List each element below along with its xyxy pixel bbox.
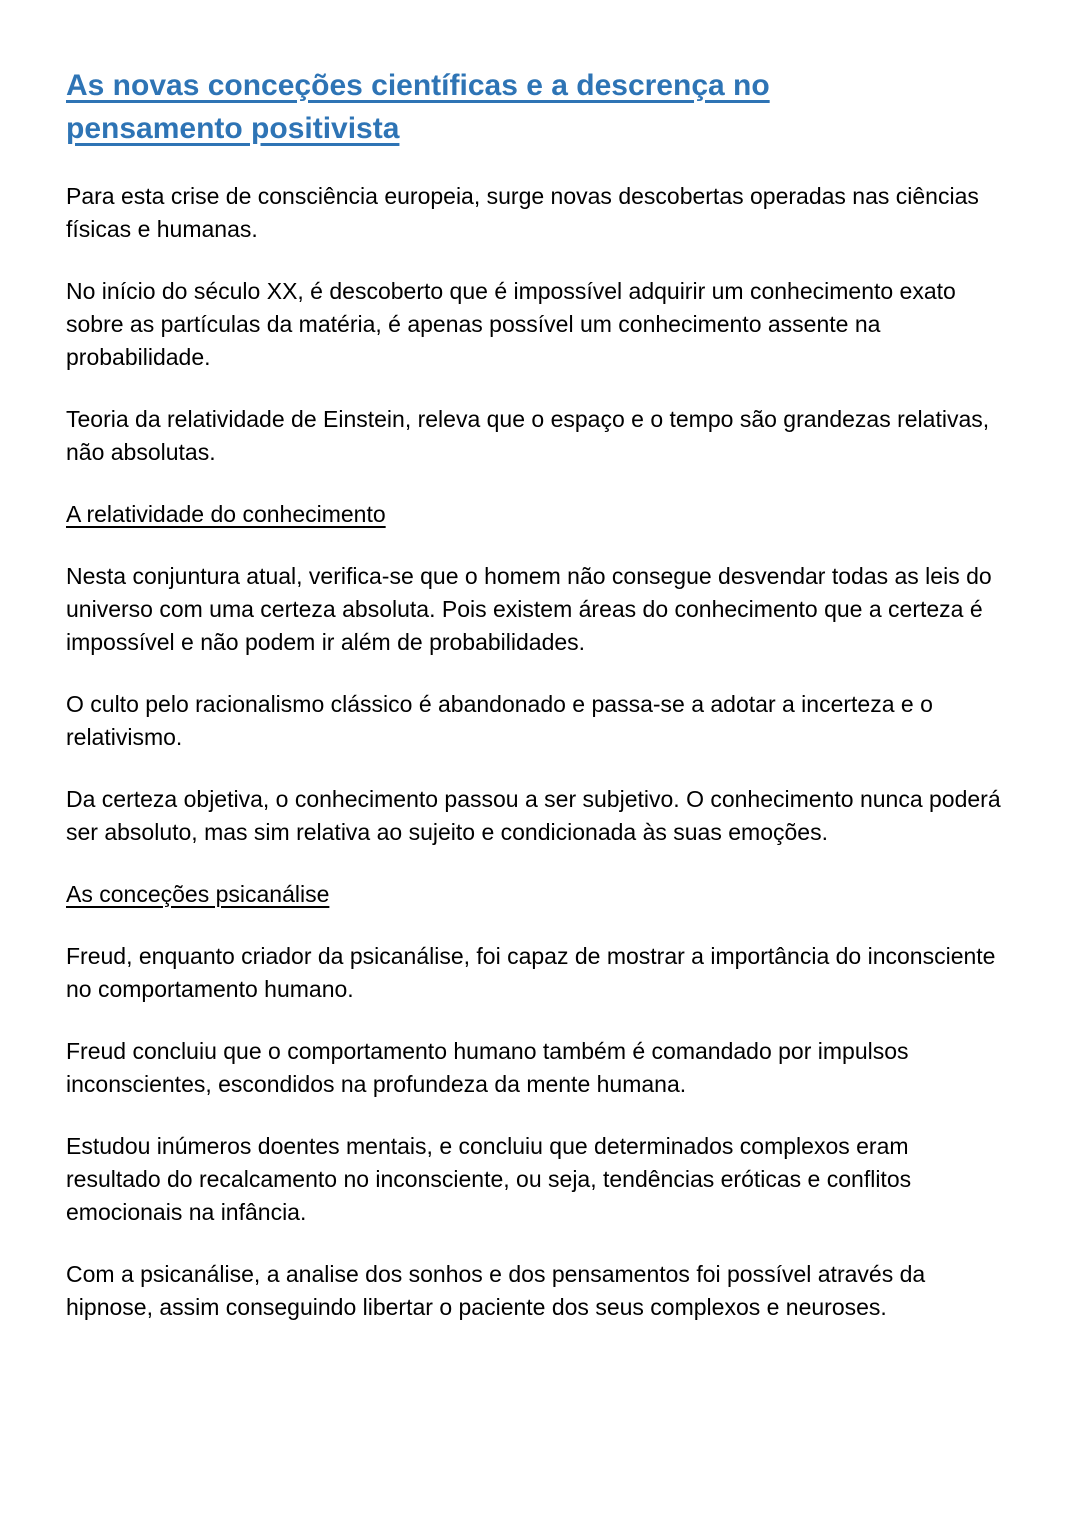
- paragraph-seculo-xx: No início do século XX, é descoberto que é impossível adquirir um conhecimento exato sobre as partículas da matéria, é apenas possível um conhecimento assente na probabilidade.: [66, 278, 956, 370]
- paragraph-analise-sonhos: Com a psicanálise, a analise dos sonhos e dos pensamentos foi possível através da hipnose, assim conseguindo libertar o paciente dos seus complexos e neuroses.: [66, 1261, 926, 1320]
- document-title: As novas conceções científicas e a descrença no pensamento positivista: [66, 69, 770, 145]
- paragraph-teoria-relatividade: Teoria da relatividade de Einstein, releva que o espaço e o tempo são grandezas relativas, não absolutas.: [66, 406, 990, 465]
- paragraph-crise-consciencia: Para esta crise de consciência europeia, surge novas descobertas operadas nas ciências físicas e humanas.: [66, 183, 979, 242]
- paragraph-certeza-objetiva: Da certeza objetiva, o conhecimento passou a ser subjetivo. O conhecimento nunca poderá ser absoluto, mas sim relativa ao sujeito e condicionada às suas emoções.: [66, 786, 1001, 845]
- paragraph-freud-criador: Freud, enquanto criador da psicanálise, foi capaz de mostrar a importância do inconsciente no comportamento humano.: [66, 943, 996, 1002]
- paragraph-doentes-mentais: Estudou inúmeros doentes mentais, e concluiu que determinados complexos eram resultado do recalcamento no inconsciente, ou seja, tendências eróticas e conflitos emocionais na infância.: [66, 1133, 912, 1225]
- subheading-relatividade-conhecimento: A relatividade do conhecimento: [66, 501, 386, 527]
- paragraph-freud-concluiu: Freud concluiu que o comportamento humano também é comandado por impulsos inconscientes, escondidos na profundeza da mente humana.: [66, 1038, 909, 1097]
- paragraph-culto-racionalismo: O culto pelo racionalismo clássico é abandonado e passa-se a adotar a incerteza e o relativismo.: [66, 691, 933, 750]
- subheading-concecoes-psicanalise: As conceções psicanálise: [66, 881, 330, 907]
- paragraph-conjuntura-atual: Nesta conjuntura atual, verifica-se que o homem não consegue desvendar todas as leis do universo com uma certeza absoluta. Pois existem áreas do conhecimento que a certeza é impossível e não podem ir além de probabilidades.: [66, 563, 992, 655]
